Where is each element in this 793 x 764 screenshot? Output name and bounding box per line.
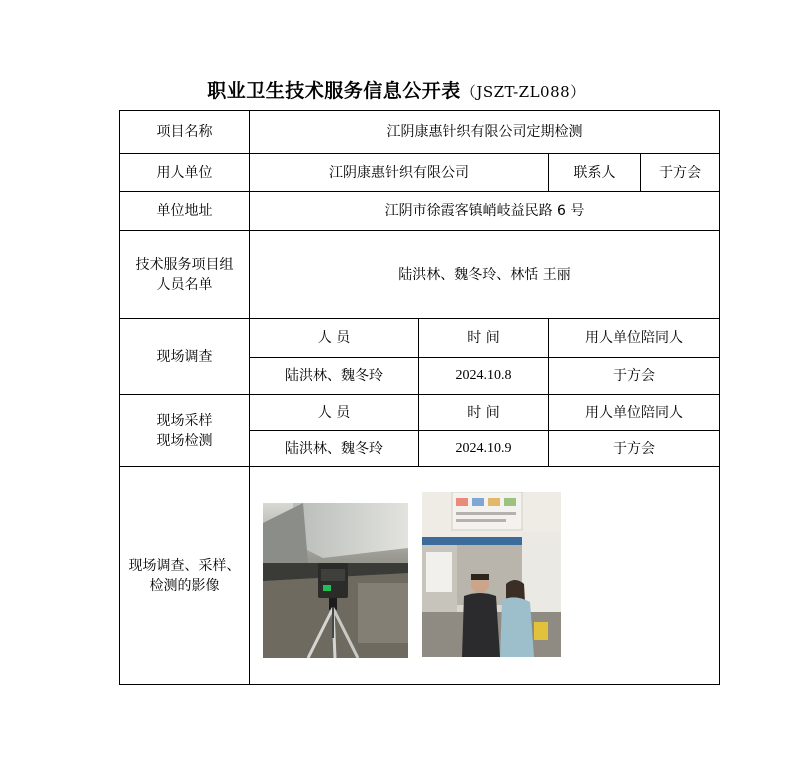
survey-people: 陆洪林、魏冬玲 bbox=[249, 357, 419, 395]
employer-label: 用人单位 bbox=[119, 153, 250, 192]
survey-col-companion: 用人单位陪同人 bbox=[548, 318, 720, 358]
sampling-col-companion: 用人单位陪同人 bbox=[548, 394, 720, 431]
images-label-line1: 现场调查、采样、 bbox=[128, 557, 241, 574]
project-name-label: 项目名称 bbox=[119, 110, 250, 154]
survey-col-people: 人 员 bbox=[249, 318, 419, 358]
project-name-value: 江阴康惠针织有限公司定期检测 bbox=[249, 110, 720, 154]
team-label-line2: 人员名单 bbox=[156, 276, 213, 293]
survey-time: 2024.10.8 bbox=[418, 357, 549, 395]
sampling-label bbox=[119, 394, 250, 467]
sampling-time: 2024.10.9 bbox=[418, 430, 549, 467]
sampling-people: 陆洪林、魏冬玲 bbox=[249, 430, 419, 467]
page-title bbox=[0, 76, 793, 103]
images-label-line2: 检测的影像 bbox=[149, 577, 220, 594]
survey-col-time: 时 间 bbox=[418, 318, 549, 358]
survey-companion: 于方会 bbox=[548, 357, 720, 395]
sampling-label-line1: 现场采样 bbox=[156, 412, 213, 429]
team-value: 陆洪林、魏冬玲、林恬 王丽 bbox=[249, 230, 720, 319]
sampling-companion: 于方会 bbox=[548, 430, 720, 467]
employer-value: 江阴康惠针织有限公司 bbox=[249, 153, 549, 192]
sampling-col-time: 时 间 bbox=[418, 394, 549, 431]
team-label-line1: 技术服务项目组 bbox=[135, 256, 234, 273]
sampling-col-people: 人 员 bbox=[249, 394, 419, 431]
images-label bbox=[119, 466, 250, 685]
site-photo-survey bbox=[422, 492, 561, 657]
title-text: 职业卫生技术服务信息公开表 bbox=[207, 80, 461, 102]
survey-label: 现场调查 bbox=[119, 318, 250, 395]
contact-value: 于方会 bbox=[640, 153, 720, 192]
site-photo-sampling bbox=[263, 503, 408, 658]
team-label bbox=[119, 230, 250, 319]
form-code: （JSZT-ZL088） bbox=[460, 83, 586, 101]
contact-label: 联系人 bbox=[548, 153, 641, 192]
address-label: 单位地址 bbox=[119, 191, 250, 231]
address-value: 江阴市徐霞客镇峭岐益民路 6 号 bbox=[249, 191, 720, 231]
sampling-label-line2: 现场检测 bbox=[156, 432, 213, 449]
